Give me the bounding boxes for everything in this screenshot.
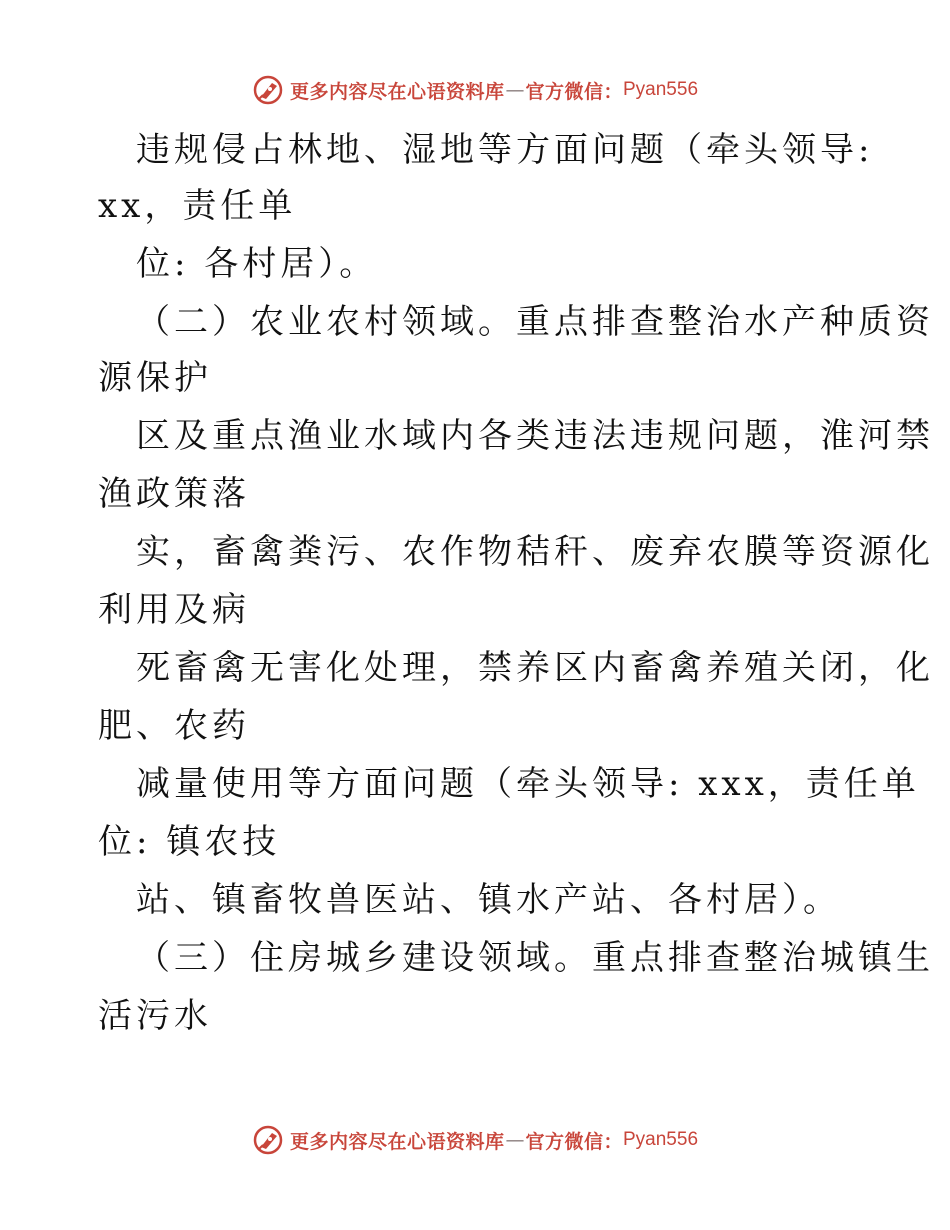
text-line: （三）住房城乡建设领域。重点排查整治城镇生	[136, 938, 934, 978]
text-line: xx，责任单	[98, 186, 297, 226]
text-line: 源保护	[98, 358, 212, 398]
watermark-separator: —	[505, 79, 525, 101]
watermark-separator: —	[505, 1129, 525, 1151]
text-line: （二）农业农村领域。重点排查整治水产种质资	[136, 302, 934, 342]
text-line: 区及重点渔业水域内各类违法违规问题，淮河禁	[136, 416, 934, 456]
pen-nib-logo-icon	[252, 1124, 284, 1156]
text-line: 减量使用等方面问题（牵头领导: xxx，责任单	[136, 764, 920, 804]
watermark-wechat-label: 官方微信：	[525, 1130, 623, 1153]
text-line: 肥、农药	[98, 706, 250, 746]
text-line: 活污水	[98, 996, 212, 1036]
text-line: 位: 各村居）。	[136, 244, 378, 284]
text-line: 渔政策落	[98, 474, 250, 514]
text-line: 位: 镇农技	[98, 822, 281, 862]
text-line: 违规侵占林地、湿地等方面问题（牵头领导:	[136, 130, 874, 170]
watermark-wechat-label: 官方微信：	[525, 80, 623, 103]
watermark-site-text: 更多内容尽在心语资料库	[289, 80, 505, 103]
watermark-wechat-id: Pyan556	[623, 79, 699, 100]
text-line: 实，畜禽粪污、农作物秸秆、废弃农膜等资源化	[136, 532, 934, 572]
footer-watermark	[0, 1122, 950, 1158]
text-line: 利用及病	[98, 590, 250, 630]
text-line: 死畜禽无害化处理，禁养区内畜禽养殖关闭，化	[136, 648, 934, 688]
text-line: 站、镇畜牧兽医站、镇水产站、各村居）。	[136, 880, 841, 920]
watermark-site-text: 更多内容尽在心语资料库	[289, 1130, 505, 1153]
watermark-wechat-id: Pyan556	[623, 1129, 699, 1150]
